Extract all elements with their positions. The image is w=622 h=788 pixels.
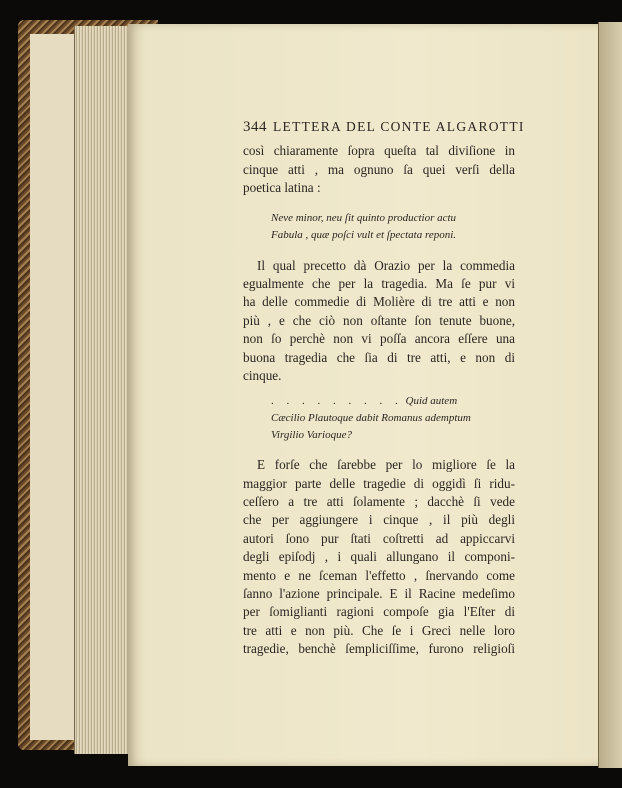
facing-page-edge (598, 22, 622, 768)
text-line: cinque. (243, 367, 282, 383)
text-line: ha delle commedie di Molière di tre atti e non (243, 294, 515, 310)
text-line: degli epiſodj , i quali allungano il componi- (243, 549, 515, 565)
text-line: cinque atti , ma ognuno ſa quei verſi della (243, 161, 515, 177)
page-text (243, 118, 525, 659)
quote-line: Fabula , quæ poſci vult et ſpectata reponi. (271, 228, 457, 241)
latin-quote-1 (271, 210, 515, 244)
latin-quote-2 (271, 393, 515, 444)
text-line: ſanno l'azione principale. E il Racine medeſimo (243, 586, 515, 602)
text-line: più , e che ciò non oſtante ſon tenute buone, (243, 312, 515, 328)
quote-line: Neve minor, neu ſit quinto productior actu (271, 211, 457, 224)
endpaper (30, 34, 78, 740)
running-title: LETTERA DEL CONTE ALGAROTTI (273, 119, 525, 134)
text-line: non ſo perchè non vi poſſa ancora eſſere una (243, 331, 515, 347)
ellipsis-dots: . . . . . . . . . (271, 395, 403, 408)
text-line: così chiaramente ſopra queſta tal diviſione in (243, 143, 515, 159)
page-number: 344 (243, 119, 267, 135)
quote-line: Cæcilio Plautoque dabit Romanus ademptum (271, 412, 471, 425)
running-header (243, 118, 525, 136)
text-line: autori ſono pur ſtati coſtretti ad appiccarvi (243, 530, 515, 546)
quote-line: Virgilio Varioque? (271, 429, 352, 442)
text-line: tragedie, benchè ſempliciſſime, furono religioſi (243, 641, 515, 657)
paragraph-3 (243, 456, 515, 658)
text-line: egualmente che per la tragedia. Ma ſe pur vi (243, 275, 515, 291)
text-line: tre atti e non più. Che ſe i Greci nelle loro (243, 622, 515, 638)
paragraph-2 (243, 257, 515, 386)
paragraph-1 (243, 142, 515, 197)
text-line: ceſſero a tre atti ſolamente ; dacchè ſi vede (243, 494, 515, 510)
text-line: per ſomiglianti ragioni compoſe gia l'Eſter di (243, 604, 515, 620)
quote-line (271, 393, 515, 410)
text-line: maggior parte delle tragedie di oggidì ſi ridu- (243, 475, 515, 491)
text-line: poetica latina : (243, 180, 321, 196)
quote-text: Quid autem (405, 395, 458, 408)
text-line: Il qual precetto dà Orazio per la commedia (257, 257, 515, 273)
text-line: mento e ne ſceman l'effetto , ſnervando come (243, 567, 515, 583)
text-line: che per aggiungere i cinque , il più degli (243, 512, 515, 528)
text-line: buona tragedia che ſia di tre atti, e non di (243, 349, 515, 365)
text-line: E forſe che ſarebbe per lo migliore ſe la (257, 457, 515, 473)
